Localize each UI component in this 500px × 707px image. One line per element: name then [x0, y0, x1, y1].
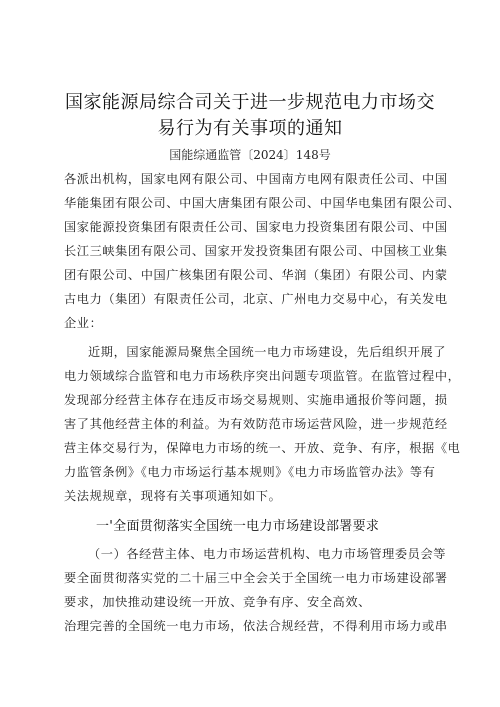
intro-paragraph-line: 害了其他经营主体的利益。为有效防范市场运营风险，进一步规范经 — [64, 417, 448, 431]
intro-paragraph-line: 近期，国家能源局聚焦全国统一电力市场建设，先后组织开展了 — [88, 345, 447, 359]
section-paragraph-line: 要求，加快推动建设统一开放、竞争有序、安全高效、 — [64, 595, 371, 609]
document-title-line-2: 易行为有关事项的通知 — [157, 118, 343, 139]
intro-paragraph-line: 关法规规章，现将有关事项通知如下。 — [64, 489, 282, 503]
addressee-line: 长江三峡集团有限公司、国家开发投资集团有限公司、中国核工业集 — [64, 244, 448, 258]
addressee-line: 古电力（集团）有限责任公司，北京、广州电力交易中心，有关发电 — [64, 292, 448, 306]
section-paragraph-line: 要全面贯彻落实党的二十届三中全会关于全国统一电力市场建设部署 — [64, 571, 448, 585]
intro-paragraph-line: 发现部分经营主体存在违反市场交易规则、实施串通报价等问题，损 — [64, 393, 448, 407]
addressee-line: 国家能源投资集团有限责任公司、国家电力投资集团有限公司、中国 — [64, 220, 448, 234]
document-title-line-1: 国家能源局综合司关于进一步规范电力市场交 — [65, 92, 435, 113]
document-number: 国能综通监管〔2024〕148号 — [169, 148, 331, 162]
addressee-line: 华能集团有限公司、中国大唐集团有限公司、中国华电集团有限公司、 — [64, 196, 461, 210]
intro-paragraph-line: 力监管条例》《电力市场运行基本规则》《电力市场监管办法》等有 — [64, 465, 436, 479]
section-paragraph-line: （一）各经营主体、电力市场运营机构、电力市场管理委员会等 — [88, 547, 447, 561]
intro-paragraph-line: 营主体交易行为，保障电力市场的统一、开放、竞争、有序，根据《电 — [64, 441, 461, 455]
intro-paragraph-line: 电力领域综合监管和电力市场秩序突出问题专项监管。在监管过程中， — [64, 369, 461, 383]
section-paragraph-line: 治理完善的全国统一电力市场，依法合规经营，不得利用市场力或串 — [64, 619, 448, 633]
addressee-line: 团有限公司、中国广核集团有限公司、华润（集团）有限公司、内蒙 — [64, 268, 448, 282]
addressee-line: 各派出机构，国家电网有限公司、中国南方电网有限责任公司、中国 — [64, 172, 448, 186]
section-heading: 一'全面贯彻落实全国统一电力市场建设部署要求 — [96, 519, 380, 534]
addressee-line: 企业： — [64, 316, 103, 330]
